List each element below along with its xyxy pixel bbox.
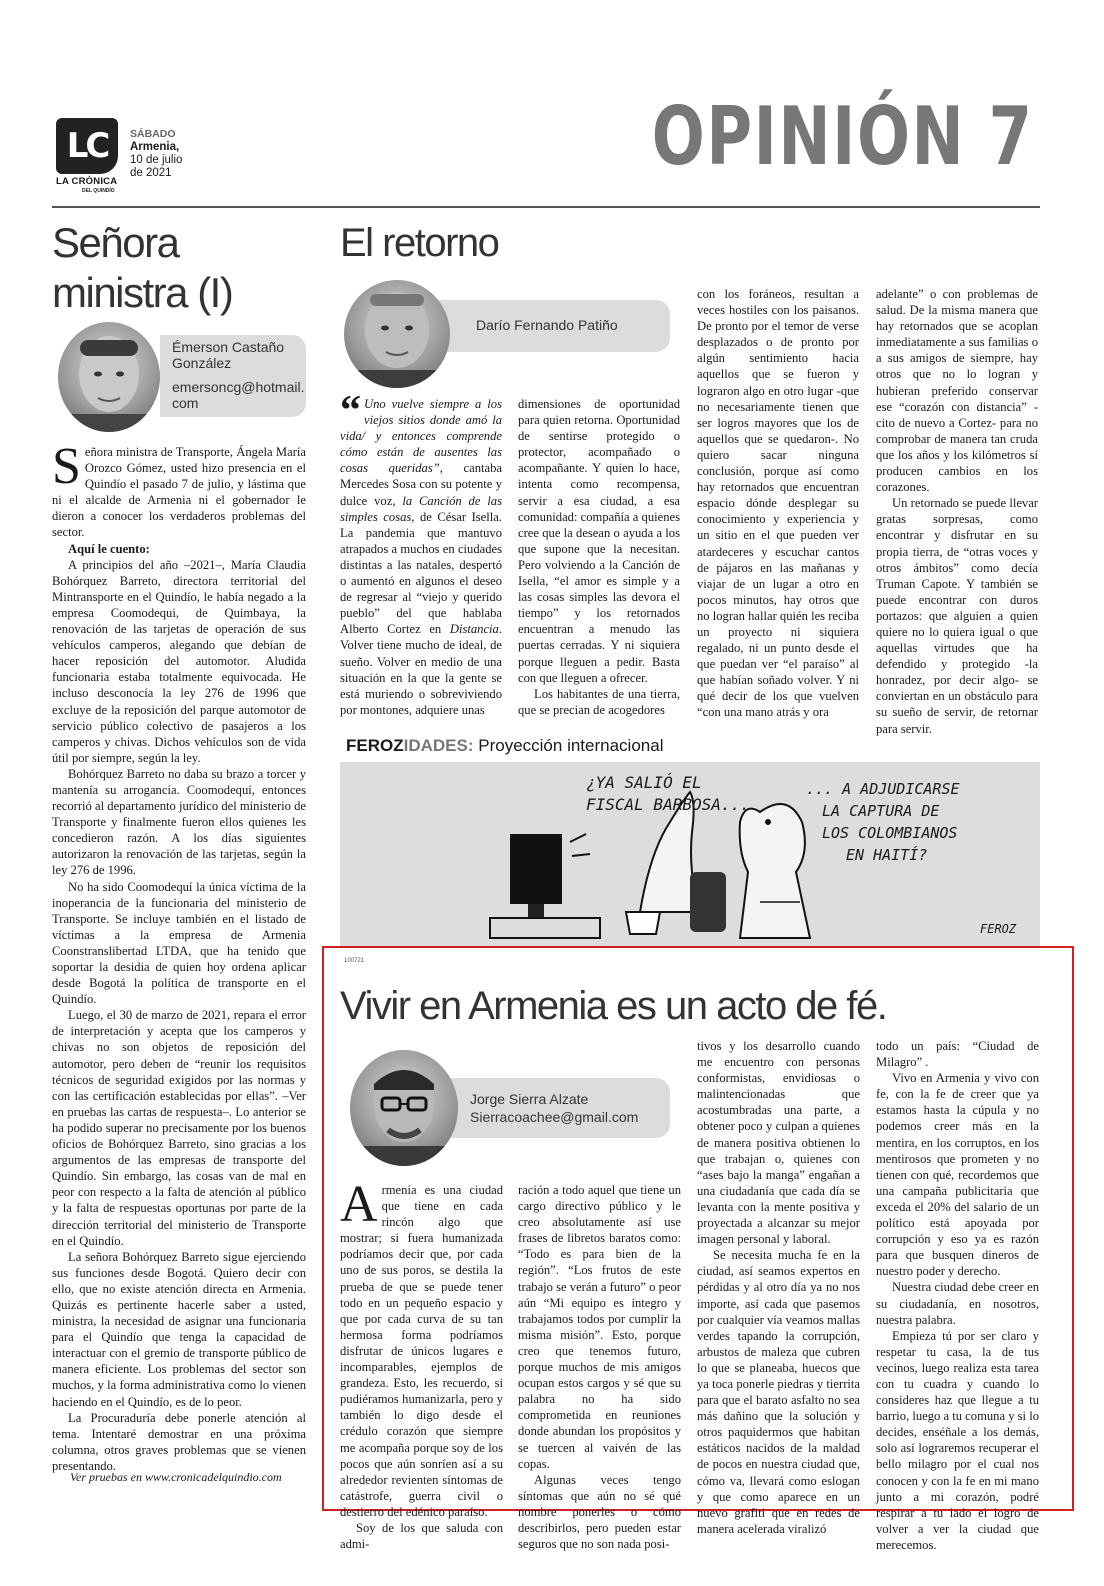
article2-col3: con los foráneos, resultan a veces hostiles con los paisanos. De pronto por el temor de verse desplazados o de pronto por algún sentimiento hacia aquellos que se fueron y lograron algo en otro lugar -que no necesariamente tienen que ser logros mayores que los de aquellos que se quedaron-. No quiero sacar ninguna conclusión, porque así como hay retornados que encuentran espacio dónde desplegar su conocimiento y experiencia y un sitio en el que pueden ver atardeceres y escuchar cantos de pájaros en las mañanas y viajar de un lugar a otro en pocos minutos, hay otros que no logran hallar quién les reciba un proyecto ni siquiera regalado, ni un punto desde el que puedan ver “el paraíso” al que habían soñado volver. Y ni qué decir de los que vuelven “con una mano atrás y ora — [697, 287, 859, 720]
cartoon-panel — [340, 762, 1040, 946]
article3-tag: 100721 — [344, 958, 365, 964]
cartoon-title: FEROZIDADES: Proyección internacional — [346, 736, 664, 755]
bubble-right: ... A ADJUDICARSE LA CAPTURA DE LOS COLOMBIANOS EN HAITÍ? — [806, 780, 960, 864]
section-title: OPINIÓN 7 — [652, 90, 1034, 183]
article2-col1: “ Uno vuelve siempre a los viejos sitios donde amó la vida/ y entonces comprende cómo están de ausentes las cosas queridas”, cantaba Mercedes Sosa con su potente y dulce voz, la Canción de las simples cosas, de César Isella. La pandemia que mantuvo atrapados a muchos en ciudades distintas a las natales, despertó o aumentó en algunos el deseo de regresar al “viejo y querido pueblo” del que hablaba Alberto Cortez en Distancia. Volver tiene mucho de ideal, de sueño. Volver en medio de una situación en la que la gente se está muriendo o sobreviviendo por montones, adquiere unas — [340, 388, 502, 717]
date-box — [130, 128, 182, 180]
logo-name: LA CRÓNICA — [56, 176, 118, 187]
article2-col4: adelante” o con problemas de salud. De la misma manera que hay retornados que se acoplan inmediatamente a sus familias o a sus amigos de siempre, hay otros que no lo logran y hubieran preferido conservar ese “corazón con distancia” -cito de nuevo a Cortez- para no comprobar de manera tan cruda que los años y los kilómetros sí producen cambios en los corazones. Un retornado se puede llevar gratas sorpresas, como encontrar y disfrutar en su propia tierra, de “otras voces y otros ámbitos” como decía Truman Capote. Y también se puede encontrar con duros portazos: que alguien a quien quiere no lo quiera igual o que aquellas virtudes que ha defendido y protegido -la honradez, por decir algo- se conviertan en un obstáculo para su sueño de servir, de retornar para servir. — [876, 287, 1038, 736]
article3-author-box — [436, 1078, 670, 1138]
cartoon-signature: FEROZ — [980, 922, 1017, 936]
article1-headline: Señora ministra (I) — [52, 219, 233, 316]
article3-col4: todo un país: “Ciudad de Milagro” . Vivo en Armenia y vivo con fe, con la fe de creer que ya estamos hasta la cúpula y no podemos creer más en la mentira, en los corruptos, en los mentirosos que prometen y no tienen con qué, recordemos que una campaña publicitaria que exceda el 20% del salario de un político está apoyada por corrupción y eso ya es razón para que busquen dineros de nuestro poder y derecho. Nuestra ciudad debe creer en su ciudadanía, en nosotros, nuestra palabra. Empieza tú por ser claro y respetar tu casa, la de tus vecinos, luego realiza esta tarea con tu cuadra y cuando lo consideres haz que llegue a tu barrio, luego a tu comuna y si lo decides, enséñale a los demás, solo así lograremos recuperar el bello milagro por el cual nos conocen y con la fe en mi mano junto a mi corazón, podré respirar a tu lado el logro de volver a ver la ciudad que merecemos. — [876, 1039, 1039, 1552]
article2-author-box — [430, 300, 670, 352]
article3-col1: Armenia es una ciudad que tiene en cada rincón algo que mostrar; si fuera humanizada podríamos decir que, por cada uno de sus poros, se destila la prueba de que se puede tener todo en un pequeño espacio y que por cada curva de su tan hermosa forma podríamos disfrutar de únicos lugares e incomparables, ejemplos de grandeza. Esto, les recuerdo, si pudiéramos humanizarla, pero y también lo digo desde el crédulo corazón que siempre me acompaña porque soy de los pocos que aún sonríen así a su alrededor revienten síntomas de catástrofe, guerra civil o destierro del edénico paraíso. Soy de los que saluda con admi- — [340, 1176, 503, 1552]
article3-author: Jorge Sierra Alzate — [470, 1091, 589, 1107]
date-line1: 10 de julio — [130, 154, 183, 166]
article3-col3: tivos y los desarrollo cuando me encuentro con personas conformistas, envidiosas o malintencionadas que acostumbradas una parte, a obtener poco y culpan a quienes de manera positiva obtienen lo que trabajan o, quienes con “ases bajo la manga” engañan a una ciudadanía que cada día se levanta con la mente positiva y proyectada a alcanzar su mejor imagen personal y laboral. Se necesita mucha fe en la ciudad, así seamos expertos en pérdidas y al otro día ya no nos importe, así cada que pasemos por cualquier vía veamos mallas verdes tapando la corrupción, arbustos de maleza que cubren lo que se planeaba, huecos que ya toca ponerle piedras y tierrita para que el barato asfalto no sea más dañino que la solución y otros paquidermos que habitan estáticos nacidos de la maldad de pocos en nuestra ciudad que, cómo va, llevará como eslogan y que como aparece en un nuevo grafiti que en redes de manera acelerada viralizó — [697, 1039, 860, 1536]
author-photo-dario — [344, 280, 450, 388]
article1-dropcap: S — [52, 438, 81, 495]
article2-author: Darío Fernando Patiño — [476, 317, 618, 333]
article1-footer-link[interactable]: Ver pruebas en www.cronicadelquindio.com — [70, 1470, 282, 1484]
article1-body: Señora ministra de Transporte, Ángela María Orozco Gómez, usted hizo presencia en el Quindío el pasado 7 de julio, y lástima que ni el alcalde de Armenia ni el gobernador le dieron a conocer los verdaderos problemas del sector. Aquí le cuento: A principios del año –2021–, María Claudia Bohórquez Barreto, directora territorial del Mintransporte en el Quindío, le había negado a la empresa Coomodequi, de Quimbaya, la renovación de las tarjetas de operación de sus vehículos camperos, alegando que debían de hacer reposición del automotor. Aludida funcionaria estaba totalmente equivocada. He incluso desconocía la ley 276 de 1996 que excluye de la reposición del parque automotor de servicio público colectivo de pasajeros a los camperos y chivas. Dichos vehículos son de vida útil por siempre, según la ley. Bohórquez Barreto no daba su brazo a torcer y mantenía su arrogancia. Coomodequí, entonces recorrió al departamento jurídico del ministerio de Transporte y finalmente fueron ellos quienes les concedieron razón. A los días siguientes autorizaron la renovación de las tarjetas, según la ley 276 de 1996. No ha sido Coomodequí la única víctima de la inoperancia de la funcionaria del ministerio de Transporte. Se incluye también en el listado de víctimas a la empresa de Armenia Coonstranslibertad LTDA, que ha tenido que soportar la desidia de quien hoy ordena aplicar desde Bogotá la política de transporte en el Quindío. Luego, el 30 de marzo de 2021, repara el error de interpretación y acepta que los camperos y chivas no son objetos de reposición del automotor, pero deben de “reunir los requisitos técnicos de seguridad exigidos por las normas y con las certificación establecidas por ellas”. –Ver en pruebas las cartas de respuesta–. Lo anterior se ha podido superar no precisamente por los buenos oficios de Bohórquez Barreto, sino gracias a los argumentos de las empresas de transporte del Quindío. Sin embargo, las cosas van de mal en peor con respecto a la falta de atención al público y la falta de respuestas oportunas por parte de la dirección territorial del ministerio de Transporte en el Quindío. La señora Bohórquez Barreto sigue ejerciendo sus funciones desde Bogotá. Quiero decir con ello, que no existe atención directa en Armenia. Quizás es pertinente hacerle saber a usted, ministra, la necesidad de asignar una funcionaria para el Quindío que tenga la capacidad de interactuar con el gremio de transporte público de manera eficiente. Los problemas del sector son muchos, y la forma administrativa como lo vienen haciendo en el Quindío, es de lo peor. La Procuraduría debe ponerle atención al tema. Intentaré demostrar en una próxima columna, otros graves problemas que se vienen presentando. — [52, 438, 306, 1473]
author-photo-emerson — [58, 322, 160, 432]
date-city: Armenia, — [130, 141, 180, 153]
bubble-left: ¿YA SALIÓ EL FISCAL BARBOSA... — [586, 773, 750, 814]
article2-headline: El retorno — [340, 221, 499, 265]
article3-email[interactable]: Sierracoachee@gmail.com — [470, 1109, 639, 1125]
author-photo-jorge — [350, 1050, 458, 1166]
logo-sub: DEL QUINDÍO — [82, 188, 115, 194]
article1-email[interactable]: emersoncg@hotmail. com — [172, 379, 305, 411]
date-day: SÁBADO — [130, 128, 176, 140]
article3-dropcap: A — [340, 1176, 378, 1233]
article3-headline: Vivir en Armenia es un acto de fé. — [340, 984, 887, 1028]
article2-col2: dimensiones de oportunidad para quien retorna. Oportunidad de sentirse protegido o protector, acompañado o acompañante. Y quien lo hace, intenta como recompensa, servir a esa ciudad, a esa comunidad: compañía a quienes cree que la desean o ayuda a los que supone que la necesitan. Pero volviendo a la Canción de Isella, “el amor es simple y a las cosas simples las devora el tiempo” y los retornados encuentran a menudo las puertas cerradas. Y ni siquiera porque lleguen a pedir. Basta con que lleguen a ofrecer. Los habitantes de una tierra, que se precian de acogedores — [518, 397, 680, 717]
article1-author: Émerson Castaño González — [172, 339, 285, 371]
date-line2: de 2021 — [130, 167, 172, 179]
quote-mark: “ — [340, 388, 361, 434]
article1-author-box — [160, 335, 306, 417]
header-rule — [52, 206, 1040, 208]
article3-col2: ración a todo aquel que tiene un cargo directivo público y le creo absolutamente así use frases de libretos baratos como: “Todo es para bien de la región”. “Los frutos de este trabajo se verán a futuro” o peor aún “Mi equipo es íntegro y trabajamos todos por cumplir la misma misión”. Esto, porque creo que tenemos futuro, porque muchos de mis amigos ocupan estos cargos y sé que su palabra no ha sido comprometida en reuniones donde abundan los propósitos y se tuercen al vaivén de las copas. Algunas veces tengo síntomas que aún no sé qué nombre ponerles o cómo describirlos, pero pueden estar seguros que no son nada posi- — [518, 1183, 681, 1552]
logo: LC — [56, 118, 118, 174]
